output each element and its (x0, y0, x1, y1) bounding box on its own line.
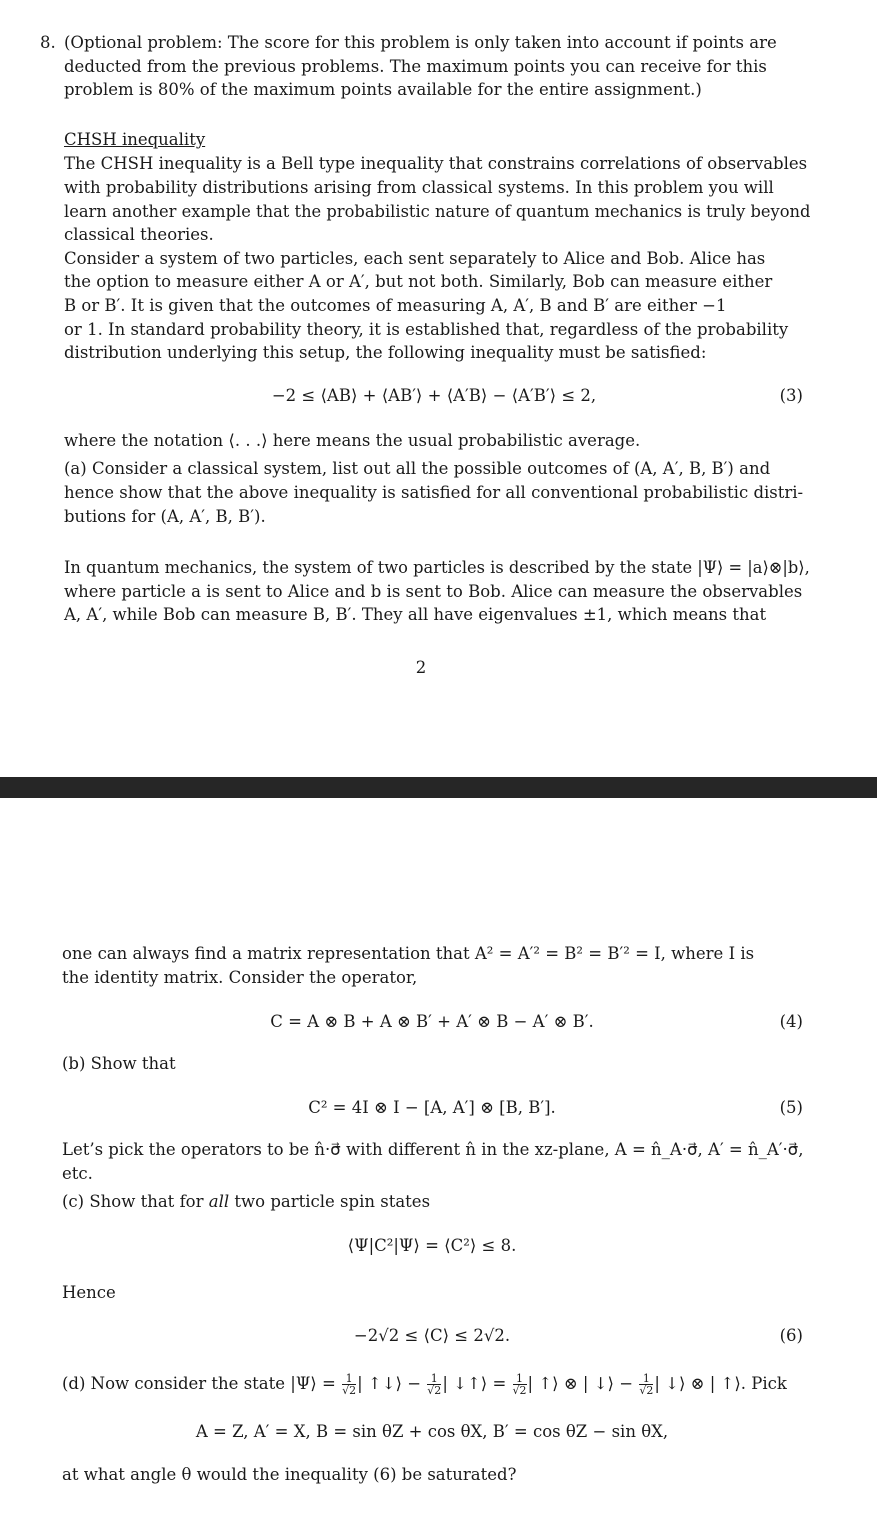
ket-product-1: | ↑⟩ ⊗ | ↓⟩ − (527, 1374, 634, 1393)
fraction-numerator: 1 (639, 1373, 653, 1385)
pick-operators-line: etc. (62, 1164, 93, 1183)
intro-line-3: problem is 80% of the maximum points available for the entire assignment.) (64, 80, 702, 99)
equation-6: −2√2 ≤ ⟨C⟩ ≤ 2√2. (353, 1326, 511, 1345)
para1-line: learn another example that the probabilistic nature of quantum mechanics is truly beyond (64, 202, 811, 221)
pick-operators-line: Let’s pick the operators to be n̂·σ⃗ with different n̂ in the xz-plane, A = n̂_A·σ⃗, A′ = n̂_A′·σ⃗, (62, 1140, 804, 1159)
ket-product-2: | ↓⟩ ⊗ | ↑⟩. Pick (654, 1374, 787, 1393)
equation-5: C² = 4I ⊗ I − [A, A′] ⊗ [B, B′]. (308, 1098, 556, 1117)
part-b-label: (b) Show that (62, 1054, 176, 1073)
intro-line-1: (Optional problem: The score for this problem is only taken into account if points are (64, 33, 777, 52)
part-c-emphasis: all (208, 1192, 230, 1211)
para2-line: the option to measure either A or A′, but not both. Similarly, Bob can measure either (64, 272, 773, 291)
part-a-line: hence show that the above inequality is satisfied for all conventional probabilistic distri- (64, 483, 804, 502)
equation-5-number: (5) (779, 1098, 803, 1117)
notation-line: where the notation ⟨. . .⟩ here means the usual probabilistic average. (64, 431, 641, 450)
para2-line: Consider a system of two particles, each sent separately to Alice and Bob. Alice has (64, 249, 766, 268)
part-c-prefix: (c) Show that for (62, 1192, 209, 1211)
fraction (639, 1373, 653, 1396)
continuation-line: the identity matrix. Consider the operator, (62, 968, 418, 987)
para1-line: The CHSH inequality is a Bell type inequality that constrains correlations of observables (64, 154, 808, 173)
part-c-suffix: two particle spin states (229, 1192, 431, 1211)
fraction-numerator: 1 (513, 1373, 527, 1385)
equation-4-number: (4) (779, 1012, 803, 1031)
qm-line: where particle a is sent to Alice and b is sent to Bob. Alice can measure the observables (64, 582, 803, 601)
equation-d: A = Z, A′ = X, B = sin θZ + cos θX, B′ = cos θZ − sin θX, (195, 1422, 669, 1441)
ket-downup: | ↓↑⟩ = (442, 1374, 507, 1393)
final-question: at what angle θ would the inequality (6) be saturated? (62, 1465, 517, 1484)
equation-3-number: (3) (779, 386, 803, 405)
fraction-denominator: √2 (639, 1384, 654, 1397)
intro-line-2: deducted from the previous problems. The maximum points you can receive for this (64, 57, 767, 76)
part-a-line: (a) Consider a classical system, list out all the possible outcomes of (A, A′, B, B′) and (64, 459, 771, 478)
fraction (427, 1373, 441, 1396)
part-d-prefix: (d) Now consider the state |Ψ⟩ = (62, 1374, 336, 1393)
fraction-denominator: √2 (342, 1384, 357, 1397)
page-divider (0, 777, 877, 798)
part-d-line (62, 1372, 787, 1396)
para2-line: B or B′. It is given that the outcomes of measuring A, A′, B and B′ are either −1 (64, 296, 727, 315)
fraction (342, 1373, 356, 1396)
para2-line: distribution underlying this setup, the following inequality must be satisfied: (64, 343, 707, 362)
part-c-line (62, 1190, 430, 1214)
part-a-line: butions for (A, A′, B, B′). (64, 507, 266, 526)
qm-line: A, A′, while Bob can measure B, B′. They all have eigenvalues ±1, which means that (64, 605, 767, 624)
ket-updown: | ↑↓⟩ − (357, 1374, 422, 1393)
fraction (513, 1373, 527, 1396)
hence-label: Hence (62, 1283, 116, 1302)
equation-6-number: (6) (779, 1326, 803, 1345)
fraction-numerator: 1 (342, 1373, 356, 1385)
equation-c: ⟨Ψ|C²|Ψ⟩ = ⟨C²⟩ ≤ 8. (347, 1236, 517, 1255)
para1-line: classical theories. (64, 225, 214, 244)
equation-3: −2 ≤ ⟨AB⟩ + ⟨AB′⟩ + ⟨A′B⟩ − ⟨A′B′⟩ ≤ 2, (271, 386, 597, 405)
problem-number: 8. (40, 33, 56, 52)
continuation-line: one can always find a matrix representation that A² = A′² = B² = B′² = I, where I is (62, 944, 755, 963)
fraction-denominator: √2 (427, 1384, 442, 1397)
section-title: CHSH inequality (64, 130, 206, 149)
page-number: 2 (415, 658, 427, 677)
qm-line: In quantum mechanics, the system of two particles is described by the state |Ψ⟩ = |a⟩⊗|b⟩, (64, 558, 810, 577)
para2-line: or 1. In standard probability theory, it is established that, regardless of the probability (64, 320, 789, 339)
para1-line: with probability distributions arising from classical systems. In this problem you will (64, 178, 774, 197)
fraction-numerator: 1 (427, 1373, 441, 1385)
fraction-denominator: √2 (512, 1384, 527, 1397)
equation-4: C = A ⊗ B + A ⊗ B′ + A′ ⊗ B − A′ ⊗ B′. (270, 1012, 594, 1031)
